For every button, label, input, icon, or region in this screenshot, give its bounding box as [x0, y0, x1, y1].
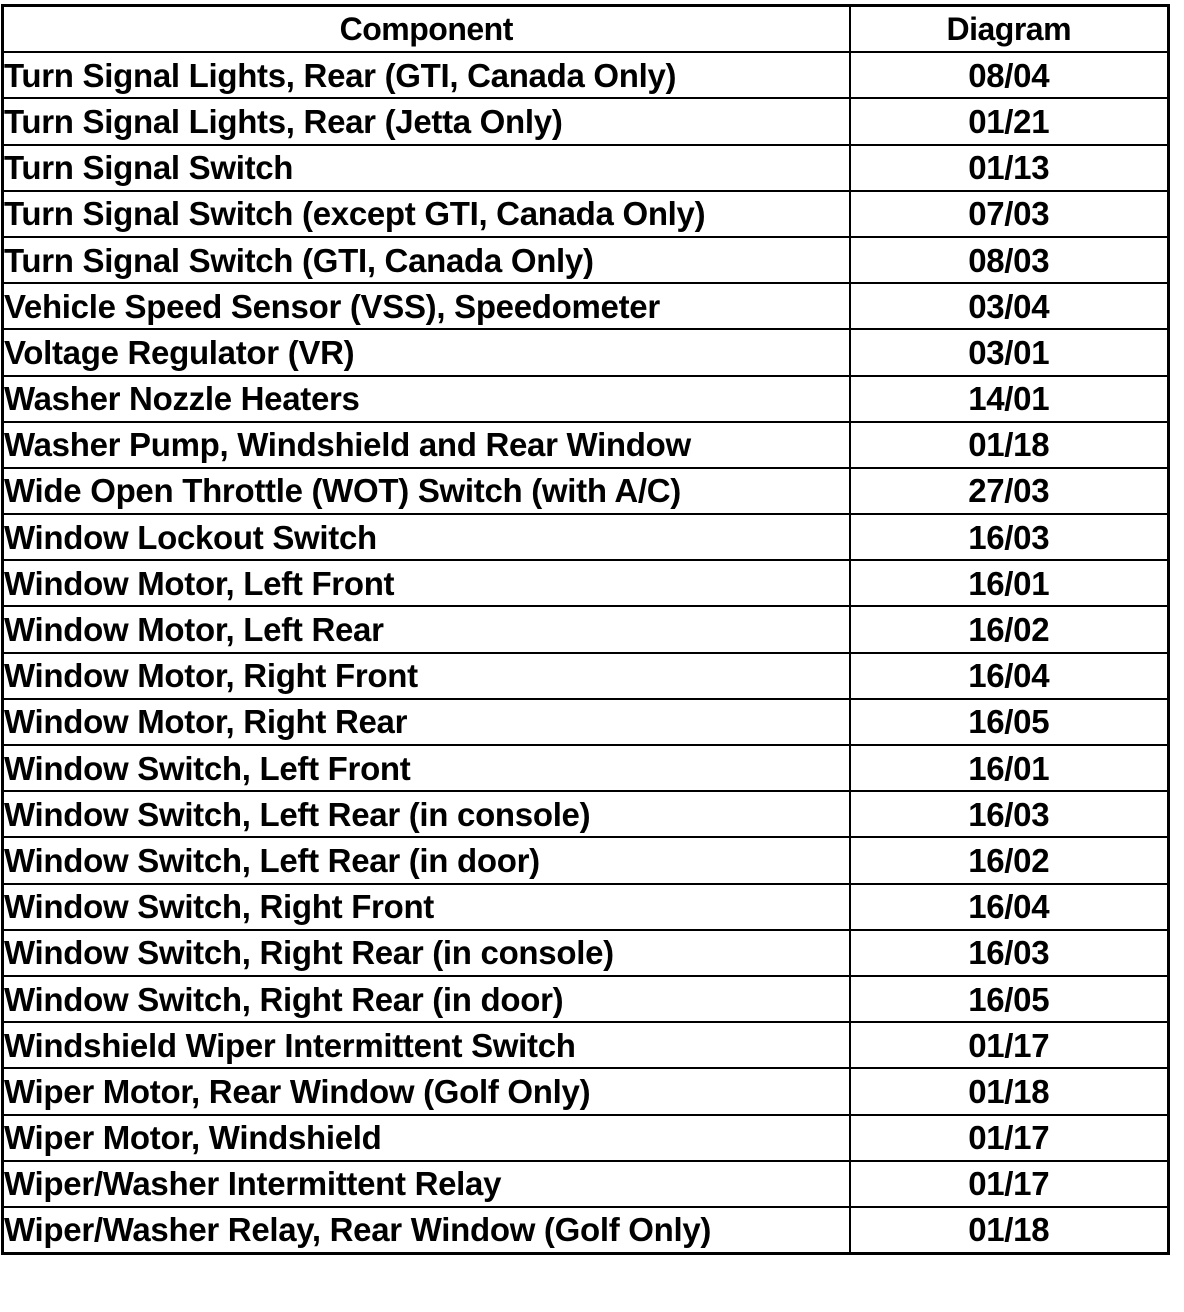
table-body: [3, 52, 1169, 1253]
diagram-cell: 16/02: [850, 837, 1169, 883]
table-row: [3, 653, 1169, 699]
diagram-cell: 27/03: [850, 468, 1169, 514]
diagram-cell: 16/04: [850, 884, 1169, 930]
component-cell: Vehicle Speed Sensor (VSS), Speedometer: [3, 283, 850, 329]
diagram-cell: 08/04: [850, 52, 1169, 98]
diagram-cell: 01/18: [850, 1207, 1169, 1254]
diagram-cell: 01/18: [850, 422, 1169, 468]
diagram-cell: 01/17: [850, 1022, 1169, 1068]
diagram-cell: 16/03: [850, 514, 1169, 560]
component-cell: Turn Signal Switch (GTI, Canada Only): [3, 237, 850, 283]
component-cell: Window Switch, Left Rear (in console): [3, 791, 850, 837]
component-cell: Washer Nozzle Heaters: [3, 376, 850, 422]
component-cell: Window Lockout Switch: [3, 514, 850, 560]
column-header-component: Component: [3, 6, 850, 53]
table-row: [3, 606, 1169, 652]
component-cell: Wiper Motor, Rear Window (Golf Only): [3, 1068, 850, 1114]
diagram-cell: 16/02: [850, 606, 1169, 652]
diagram-cell: 16/03: [850, 791, 1169, 837]
component-diagram-table: [1, 4, 1170, 1255]
component-cell: Window Switch, Right Rear (in console): [3, 930, 850, 976]
table-row: [3, 191, 1169, 237]
table-header: [3, 6, 1169, 53]
diagram-cell: 07/03: [850, 191, 1169, 237]
component-cell: Wide Open Throttle (WOT) Switch (with A/C): [3, 468, 850, 514]
table-row: [3, 791, 1169, 837]
component-cell: Window Motor, Left Rear: [3, 606, 850, 652]
component-cell: Turn Signal Switch (except GTI, Canada Only): [3, 191, 850, 237]
component-cell: Windshield Wiper Intermittent Switch: [3, 1022, 850, 1068]
table-row: [3, 1068, 1169, 1114]
table-header-row: [3, 6, 1169, 53]
diagram-cell: 01/13: [850, 145, 1169, 191]
component-cell: Turn Signal Lights, Rear (GTI, Canada Only): [3, 52, 850, 98]
diagram-cell: 14/01: [850, 376, 1169, 422]
table-row: [3, 699, 1169, 745]
table-row: [3, 560, 1169, 606]
table-row: [3, 1207, 1169, 1254]
diagram-cell: 16/04: [850, 653, 1169, 699]
table-row: [3, 283, 1169, 329]
component-cell: Wiper/Washer Relay, Rear Window (Golf Only): [3, 1207, 850, 1254]
component-cell: Window Switch, Right Rear (in door): [3, 976, 850, 1022]
component-cell: Wiper/Washer Intermittent Relay: [3, 1161, 850, 1207]
table-row: [3, 52, 1169, 98]
table-row: [3, 837, 1169, 883]
component-cell: Washer Pump, Windshield and Rear Window: [3, 422, 850, 468]
component-cell: Window Switch, Left Rear (in door): [3, 837, 850, 883]
diagram-cell: 03/04: [850, 283, 1169, 329]
diagram-cell: 03/01: [850, 329, 1169, 375]
component-cell: Voltage Regulator (VR): [3, 329, 850, 375]
diagram-cell: 08/03: [850, 237, 1169, 283]
table-row: [3, 376, 1169, 422]
diagram-cell: 16/01: [850, 745, 1169, 791]
component-diagram-table-container: [1, 4, 1169, 1310]
table-row: [3, 145, 1169, 191]
component-cell: Turn Signal Switch: [3, 145, 850, 191]
diagram-cell: 16/03: [850, 930, 1169, 976]
component-cell: Wiper Motor, Windshield: [3, 1115, 850, 1161]
table-row: [3, 514, 1169, 560]
table-row: [3, 329, 1169, 375]
component-cell: Window Motor, Left Front: [3, 560, 850, 606]
table-row: [3, 1161, 1169, 1207]
table-row: [3, 98, 1169, 144]
column-header-diagram: Diagram: [850, 6, 1169, 53]
component-cell: Window Motor, Right Rear: [3, 699, 850, 745]
diagram-cell: 01/21: [850, 98, 1169, 144]
diagram-cell: 01/18: [850, 1068, 1169, 1114]
table-row: [3, 468, 1169, 514]
component-cell: Turn Signal Lights, Rear (Jetta Only): [3, 98, 850, 144]
diagram-cell: 01/17: [850, 1115, 1169, 1161]
table-row: [3, 237, 1169, 283]
table-row: [3, 1022, 1169, 1068]
table-row: [3, 976, 1169, 1022]
component-cell: Window Motor, Right Front: [3, 653, 850, 699]
component-cell: Window Switch, Left Front: [3, 745, 850, 791]
component-cell: Window Switch, Right Front: [3, 884, 850, 930]
diagram-cell: 16/05: [850, 699, 1169, 745]
table-row: [3, 422, 1169, 468]
diagram-cell: 16/05: [850, 976, 1169, 1022]
table-row: [3, 745, 1169, 791]
diagram-cell: 16/01: [850, 560, 1169, 606]
diagram-cell: 01/17: [850, 1161, 1169, 1207]
table-row: [3, 884, 1169, 930]
table-row: [3, 1115, 1169, 1161]
table-row: [3, 930, 1169, 976]
